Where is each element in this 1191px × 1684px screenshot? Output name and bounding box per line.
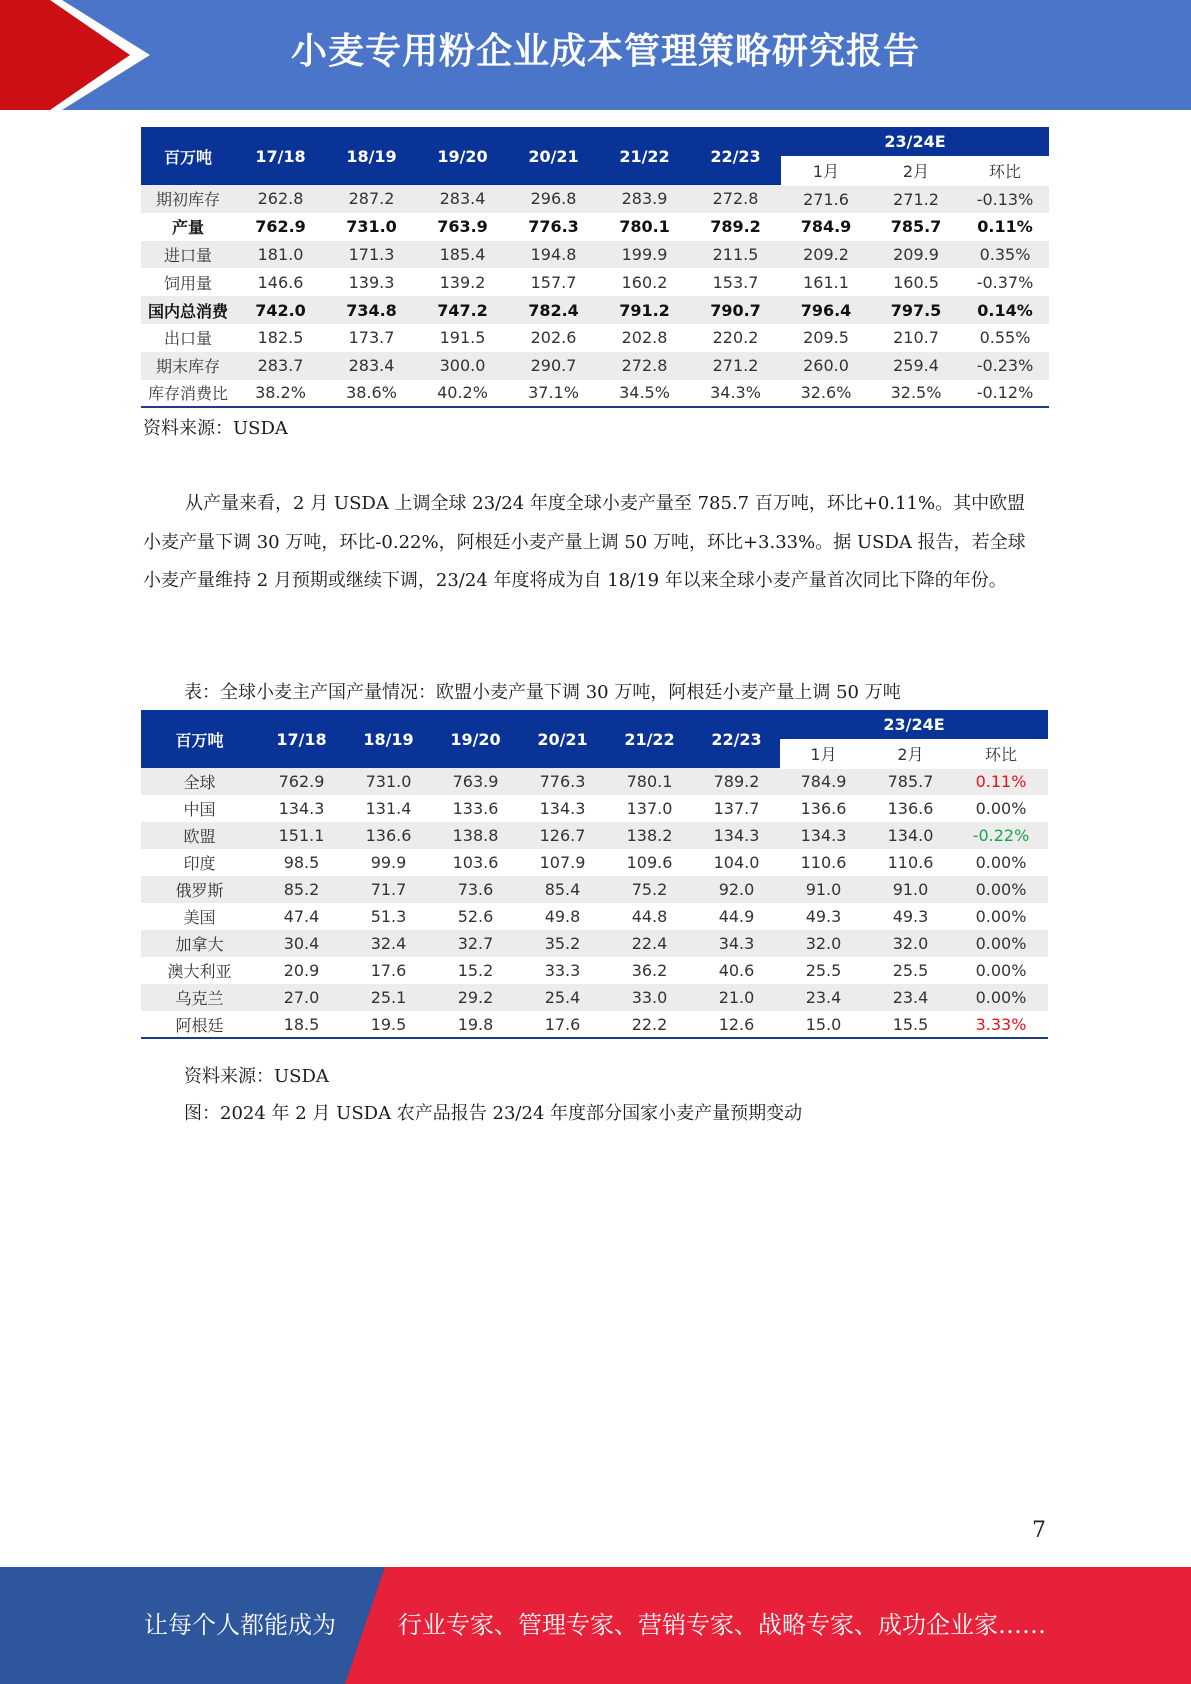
value-cell: 272.8 xyxy=(599,352,690,380)
value-cell: 49.3 xyxy=(805,907,842,926)
row-label: 期末库存 xyxy=(141,352,235,380)
change-cell: 0.35% xyxy=(961,241,1049,269)
change-cell: 0.14% xyxy=(961,296,1049,324)
value-cell: 194.8 xyxy=(508,241,599,269)
row-label: 加拿大 xyxy=(141,930,258,957)
value-cell: 23.4 xyxy=(780,984,867,1011)
value-cell: 47.4 xyxy=(283,907,320,926)
value-cell: 134.3 xyxy=(780,822,867,849)
forecast-group-header: 23/24E xyxy=(781,127,1049,156)
value-cell: 784.9 xyxy=(800,217,852,237)
value-cell: 23.4 xyxy=(867,984,954,1011)
value-cell: 91.0 xyxy=(867,876,954,903)
value-cell: 15.0 xyxy=(780,1011,867,1038)
value-cell: 220.2 xyxy=(712,328,759,348)
value-cell: 287.2 xyxy=(326,185,417,213)
value-cell: 209.2 xyxy=(781,241,871,269)
value-cell: 25.4 xyxy=(519,984,606,1011)
change-cell: 0.00% xyxy=(975,961,1027,980)
table-row xyxy=(141,352,1049,380)
table-row xyxy=(141,795,1048,822)
row-label: 乌克兰 xyxy=(141,984,258,1011)
value-cell: 742.0 xyxy=(235,296,326,324)
value-cell: 32.4 xyxy=(345,930,432,957)
value-cell: 161.1 xyxy=(803,272,849,292)
value-cell: 110.6 xyxy=(887,853,934,872)
value-cell: 283.4 xyxy=(417,185,508,213)
value-cell: 133.6 xyxy=(452,799,499,818)
value-cell: 44.9 xyxy=(718,907,755,926)
value-cell: 103.6 xyxy=(452,853,499,872)
table-row xyxy=(141,930,1048,957)
value-cell: 32.0 xyxy=(780,930,867,957)
change-cell: 0.11% xyxy=(977,217,1033,237)
value-cell: 34.3% xyxy=(690,380,781,408)
value-cell: 734.8 xyxy=(326,296,417,324)
value-cell: 137.7 xyxy=(713,799,760,818)
value-cell: 260.0 xyxy=(781,352,871,380)
page-footer xyxy=(0,1567,1191,1684)
value-cell: 776.3 xyxy=(519,768,606,795)
value-cell: 153.7 xyxy=(712,272,759,292)
year-header: 19/20 xyxy=(417,127,508,185)
value-cell: 138.2 xyxy=(606,822,693,849)
value-cell: 25.5 xyxy=(892,961,929,980)
table-row xyxy=(141,1011,1048,1038)
value-cell: 109.6 xyxy=(626,853,673,872)
change-cell: -0.23% xyxy=(961,352,1049,380)
row-label: 产量 xyxy=(171,218,204,238)
table-row xyxy=(141,849,1048,876)
value-cell: 762.9 xyxy=(255,217,306,237)
value-cell: 139.3 xyxy=(348,272,395,292)
value-cell: 104.0 xyxy=(713,853,760,872)
page-header xyxy=(0,0,1191,110)
change-subheader: 环比 xyxy=(954,739,1048,768)
change-cell: 0.11% xyxy=(954,768,1048,795)
value-cell: 21.0 xyxy=(693,984,780,1011)
table-row xyxy=(141,380,1049,408)
value-cell: 780.1 xyxy=(619,217,670,237)
value-cell: 34.3 xyxy=(693,930,780,957)
year-header: 19/20 xyxy=(432,710,519,768)
table-row xyxy=(141,268,1049,296)
table-row xyxy=(141,876,1048,903)
value-cell: 271.2 xyxy=(690,352,781,380)
row-label: 库存消费比 xyxy=(141,380,235,408)
value-cell: 51.3 xyxy=(370,907,407,926)
year-header: 17/18 xyxy=(235,127,326,185)
value-cell: 134.0 xyxy=(867,822,954,849)
value-cell: 37.1% xyxy=(508,380,599,408)
value-cell: 30.4 xyxy=(258,930,345,957)
value-cell: 25.5 xyxy=(805,961,842,980)
value-cell: 52.6 xyxy=(457,907,494,926)
balance-sheet-table xyxy=(141,127,1049,408)
month-subheader: 2月 xyxy=(871,156,961,185)
value-cell: 73.6 xyxy=(432,876,519,903)
value-cell: 75.2 xyxy=(606,876,693,903)
year-header: 21/22 xyxy=(599,127,690,185)
value-cell: 22.4 xyxy=(606,930,693,957)
value-cell: 272.8 xyxy=(690,185,781,213)
value-cell: 139.2 xyxy=(439,272,486,292)
year-header: 22/23 xyxy=(690,127,781,185)
row-label: 阿根廷 xyxy=(141,1011,258,1038)
value-cell: 107.9 xyxy=(539,853,586,872)
table2-caption: 表：全球小麦主产国产量情况：欧盟小麦产量下调 30 万吨，阿根廷小麦产量上调 50 万吨 xyxy=(184,682,901,703)
table-row xyxy=(141,324,1049,352)
footer-slogan-right: 行业专家、管理专家、营销专家、战略专家、成功企业家…… xyxy=(398,1611,1046,1639)
value-cell: 35.2 xyxy=(519,930,606,957)
year-header: 17/18 xyxy=(258,710,345,768)
value-cell: 283.9 xyxy=(599,185,690,213)
value-cell: 49.8 xyxy=(544,907,581,926)
value-cell: 110.6 xyxy=(800,853,847,872)
value-cell: 209.5 xyxy=(803,328,849,348)
value-cell: 38.2% xyxy=(235,380,326,408)
value-cell: 40.6 xyxy=(718,961,755,980)
month-subheader: 2月 xyxy=(867,739,954,768)
value-cell: 137.0 xyxy=(626,799,673,818)
value-cell: 780.1 xyxy=(606,768,693,795)
change-cell: 0.00% xyxy=(954,930,1048,957)
value-cell: 199.9 xyxy=(599,241,690,269)
table1-source: 资料来源：USDA xyxy=(143,418,288,439)
value-cell: 747.2 xyxy=(417,296,508,324)
value-cell: 44.8 xyxy=(631,907,668,926)
value-cell: 796.4 xyxy=(781,296,871,324)
value-cell: 85.2 xyxy=(258,876,345,903)
value-cell: 20.9 xyxy=(283,961,320,980)
value-cell: 29.2 xyxy=(432,984,519,1011)
value-cell: 136.6 xyxy=(345,822,432,849)
change-cell: 0.00% xyxy=(975,907,1027,926)
month-subheader: 1月 xyxy=(780,739,867,768)
forecast-group-header: 23/24E xyxy=(780,710,1048,739)
value-cell: 157.7 xyxy=(530,272,577,292)
figure-caption: 图：2024 年 2 月 USDA 农产品报告 23/24 年度部分国家小麦产量预期变动 xyxy=(184,1103,803,1124)
value-cell: 32.0 xyxy=(867,930,954,957)
row-label: 饲用量 xyxy=(163,273,212,293)
value-cell: 98.5 xyxy=(283,853,320,872)
value-cell: 296.8 xyxy=(508,185,599,213)
change-cell: -0.13% xyxy=(961,185,1049,213)
value-cell: 763.9 xyxy=(432,768,519,795)
change-cell: 0.00% xyxy=(954,876,1048,903)
value-cell: 202.6 xyxy=(530,328,577,348)
change-cell: -0.12% xyxy=(961,380,1049,408)
producer-table xyxy=(141,710,1048,1039)
month-subheader: 1月 xyxy=(781,156,871,185)
value-cell: 19.5 xyxy=(345,1011,432,1038)
value-cell: 160.5 xyxy=(893,272,939,292)
year-header: 18/19 xyxy=(326,127,417,185)
value-cell: 15.2 xyxy=(457,961,494,980)
value-cell: 85.4 xyxy=(519,876,606,903)
value-cell: 40.2% xyxy=(417,380,508,408)
value-cell: 138.8 xyxy=(432,822,519,849)
row-label: 印度 xyxy=(183,854,216,873)
value-cell: 210.7 xyxy=(893,328,939,348)
table-row xyxy=(141,241,1049,269)
row-label: 出口量 xyxy=(163,329,212,349)
value-cell: 134.3 xyxy=(278,799,325,818)
value-cell: 32.7 xyxy=(432,930,519,957)
value-cell: 134.3 xyxy=(539,799,586,818)
value-cell: 283.4 xyxy=(326,352,417,380)
value-cell: 173.7 xyxy=(348,328,395,348)
value-cell: 202.8 xyxy=(621,328,668,348)
value-cell: 33.3 xyxy=(544,961,581,980)
year-header: 22/23 xyxy=(693,710,780,768)
value-cell: 789.2 xyxy=(693,768,780,795)
value-cell: 785.7 xyxy=(890,217,942,237)
row-label: 欧盟 xyxy=(141,822,258,849)
row-label: 进口量 xyxy=(141,241,235,269)
unit-header: 百万吨 xyxy=(141,127,235,185)
value-cell: 271.2 xyxy=(871,185,961,213)
value-cell: 32.6% xyxy=(781,380,871,408)
value-cell: 17.6 xyxy=(519,1011,606,1038)
row-label: 期初库存 xyxy=(141,185,235,213)
unit-header: 百万吨 xyxy=(141,710,258,768)
year-header: 18/19 xyxy=(345,710,432,768)
year-header: 20/21 xyxy=(519,710,606,768)
value-cell: 300.0 xyxy=(417,352,508,380)
value-cell: 209.9 xyxy=(871,241,961,269)
value-cell: 185.4 xyxy=(417,241,508,269)
value-cell: 171.3 xyxy=(326,241,417,269)
value-cell: 22.2 xyxy=(606,1011,693,1038)
value-cell: 71.7 xyxy=(345,876,432,903)
table-row xyxy=(141,957,1048,984)
value-cell: 182.5 xyxy=(257,328,304,348)
table2-source: 资料来源：USDA xyxy=(184,1066,329,1087)
value-cell: 25.1 xyxy=(345,984,432,1011)
value-cell: 797.5 xyxy=(871,296,961,324)
value-cell: 785.7 xyxy=(867,768,954,795)
value-cell: 136.6 xyxy=(800,799,847,818)
value-cell: 27.0 xyxy=(258,984,345,1011)
value-cell: 34.5% xyxy=(599,380,690,408)
value-cell: 12.6 xyxy=(693,1011,780,1038)
footer-slogan-left: 让每个人都能成为 xyxy=(144,1611,336,1639)
change-subheader: 环比 xyxy=(961,156,1049,185)
value-cell: 211.5 xyxy=(690,241,781,269)
change-cell: 0.55% xyxy=(979,328,1031,348)
value-cell: 283.7 xyxy=(235,352,326,380)
value-cell: 18.5 xyxy=(258,1011,345,1038)
value-cell: 38.6% xyxy=(326,380,417,408)
value-cell: 731.0 xyxy=(346,217,397,237)
value-cell: 784.9 xyxy=(780,768,867,795)
year-header: 20/21 xyxy=(508,127,599,185)
value-cell: 791.2 xyxy=(599,296,690,324)
value-cell: 731.0 xyxy=(345,768,432,795)
change-cell: 0.00% xyxy=(975,853,1027,872)
value-cell: 32.5% xyxy=(871,380,961,408)
value-cell: 91.0 xyxy=(780,876,867,903)
row-label: 俄罗斯 xyxy=(141,876,258,903)
value-cell: 19.8 xyxy=(432,1011,519,1038)
change-cell: -0.37% xyxy=(976,272,1034,292)
value-cell: 262.8 xyxy=(235,185,326,213)
value-cell: 271.6 xyxy=(781,185,871,213)
value-cell: 146.6 xyxy=(257,272,304,292)
row-label: 美国 xyxy=(183,908,216,927)
row-label: 澳大利亚 xyxy=(167,962,232,981)
value-cell: 181.0 xyxy=(235,241,326,269)
value-cell: 49.3 xyxy=(892,907,929,926)
value-cell: 134.3 xyxy=(693,822,780,849)
value-cell: 126.7 xyxy=(519,822,606,849)
value-cell: 36.2 xyxy=(631,961,668,980)
table-row xyxy=(141,903,1048,930)
value-cell: 136.6 xyxy=(887,799,934,818)
value-cell: 762.9 xyxy=(258,768,345,795)
value-cell: 290.7 xyxy=(508,352,599,380)
row-label: 国内总消费 xyxy=(141,296,235,324)
report-title: 小麦专用粉企业成本管理策略研究报告 xyxy=(290,31,920,72)
value-cell: 15.5 xyxy=(867,1011,954,1038)
value-cell: 789.2 xyxy=(710,217,761,237)
value-cell: 790.7 xyxy=(690,296,781,324)
table-row xyxy=(141,296,1049,324)
value-cell: 763.9 xyxy=(437,217,488,237)
value-cell: 776.3 xyxy=(528,217,579,237)
row-label: 中国 xyxy=(183,800,216,819)
value-cell: 151.1 xyxy=(258,822,345,849)
page-number: 7 xyxy=(1032,1518,1046,1543)
table-row xyxy=(141,822,1048,849)
row-label: 全球 xyxy=(141,768,258,795)
value-cell: 33.0 xyxy=(606,984,693,1011)
value-cell: 782.4 xyxy=(508,296,599,324)
analysis-paragraph: 从产量来看，2 月 USDA 上调全球 23/24 年度全球小麦产量至 785.7 百万吨，环比+0.11%。其中欧盟小麦产量下调 30 万吨，环比-0.22%，阿根廷小麦产量上调 50 万吨，环比+3.33%。据 USDA 报告，若全球小麦产量维持 2 月预期或继续下调，23/24 年度将成为自 18/19 年以来全球小麦产量首次同比下降的年份。 xyxy=(143,493,1026,591)
table-row xyxy=(141,213,1049,241)
value-cell: 191.5 xyxy=(439,328,486,348)
table-row xyxy=(141,185,1049,213)
value-cell: 17.6 xyxy=(370,961,407,980)
change-cell: 0.00% xyxy=(954,984,1048,1011)
year-header: 21/22 xyxy=(606,710,693,768)
change-cell: 0.00% xyxy=(975,799,1027,818)
value-cell: 92.0 xyxy=(693,876,780,903)
table-row xyxy=(141,984,1048,1011)
value-cell: 131.4 xyxy=(365,799,412,818)
table-row xyxy=(141,768,1048,795)
change-cell: 3.33% xyxy=(954,1011,1048,1038)
value-cell: 160.2 xyxy=(621,272,668,292)
value-cell: 259.4 xyxy=(871,352,961,380)
change-cell: -0.22% xyxy=(954,822,1048,849)
value-cell: 99.9 xyxy=(370,853,407,872)
